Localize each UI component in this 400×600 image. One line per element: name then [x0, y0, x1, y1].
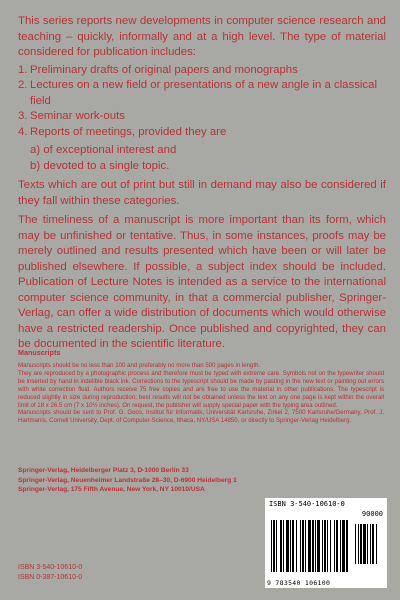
- list-text: Preliminary drafts of original papers and monographs: [30, 63, 298, 76]
- manuscripts-address: Manuscripts should be sent to Prof. G. Goos, Institut für Informatik, Universität Karlsruhe, Zirkel 2, 7500 Karlsruhe/Germany, Prof. J. Hartmanis, Cornell University, Dept. of Computer-Science, Ithaca, NY/USA 14850, or directly to Springer-Verlag Heidelberg.: [18, 409, 384, 425]
- isbn-list: [18, 563, 82, 583]
- publisher-new-york: Springer-Verlag, 175 Fifth Avenue, New York, NY 10010/USA: [18, 486, 205, 494]
- list-number: 2.: [18, 79, 28, 91]
- out-of-print-paragraph: Texts which are out of print but still in demand may also be considered if they fall within these categories.: [18, 179, 386, 207]
- main-text-block: [18, 14, 386, 353]
- list-number: 4.: [18, 125, 28, 138]
- list-item: [30, 143, 386, 159]
- list-item: [18, 125, 386, 141]
- list-number: b): [30, 159, 41, 172]
- list-text: Seminar work-outs: [30, 110, 125, 122]
- barcode-digits: 9 783540 106100: [267, 579, 331, 587]
- manuscripts-typing: They are reproduced by a photographic process and therefore must be typed with extreme care. Symbols not on the typewriter should be inserted by hand in indelible black ink. Corrections to the typescript should be made by pasting in the new text or painting out errors with white correction fluid. Authors receive 75 free copies and are free to use the material in other publications. The typescript is reduced slightly in size during reproduction; best results will not be obtained unless the text on any one page is kept within the overall limit of 18 x 26.5 cm (7 x 10½ inches). On request, the publisher will supply special paper with the typing area outlined.: [18, 369, 384, 409]
- barcode-icon: [269, 510, 383, 576]
- publisher-berlin: Springer-Verlag, Heidelberger Platz 3, D-1000 Berlin 33: [18, 467, 189, 474]
- list-item: [18, 78, 386, 109]
- barcode-label: [265, 498, 387, 588]
- list-number: 1.: [18, 63, 28, 76]
- manuscripts-length: Manuscripts should be no less than 100 and preferably no more than 500 pages in length.: [18, 362, 261, 369]
- intro-paragraph: This series reports new developments in computer science research and teaching – quickly, informally and at a high level. The type of material considered for publication includes:: [18, 15, 386, 58]
- list-text: of exceptional interest and: [43, 144, 177, 156]
- list-text: Lectures on a new field or presentations of a new angle in a classical field: [30, 79, 377, 107]
- isbn-german: ISBN 3-540-10610-0: [18, 564, 83, 571]
- list-text: Reports of meetings, provided they are: [30, 125, 227, 138]
- list-item: [18, 63, 386, 79]
- publisher-heidelberg: Springer-Verlag, Neuenheimer Landstraße 28–30, D-6900 Heidelberg 1: [18, 476, 237, 484]
- list-number: 3.: [18, 110, 28, 122]
- timeliness-paragraph: The timeliness of a manuscript is more important than its form, which may be unfinished or tentative. Thus, in some instances, proofs may be merely outlined and results presented which have been or will later be published elsewhere. If possible, a subject index should be included. Publication of Lecture Notes is intended as a service to the international computer science community, in that a commercial publisher, Springer-Verlag, can offer a wide distribution of documents which would otherwise have a restricted readership. Once published and copyrighted, they can be documented in the scientific literature.: [18, 214, 386, 350]
- list-number: a): [30, 144, 41, 156]
- isbn-us: ISBN 0-387-10610-0: [18, 574, 83, 581]
- list-text: devoted to a single topic.: [43, 159, 170, 172]
- publisher-addresses: [18, 466, 237, 495]
- list-item: [30, 159, 386, 175]
- material-type-list: [18, 63, 386, 141]
- list-item: [18, 109, 386, 125]
- meeting-conditions-list: [30, 143, 386, 174]
- barcode-isbn: ISBN 3-540-10610-0: [269, 500, 345, 508]
- manuscripts-body: [18, 362, 384, 425]
- manuscripts-heading: Manuscripts: [18, 348, 61, 357]
- barcode-price-code: 90000: [361, 510, 383, 518]
